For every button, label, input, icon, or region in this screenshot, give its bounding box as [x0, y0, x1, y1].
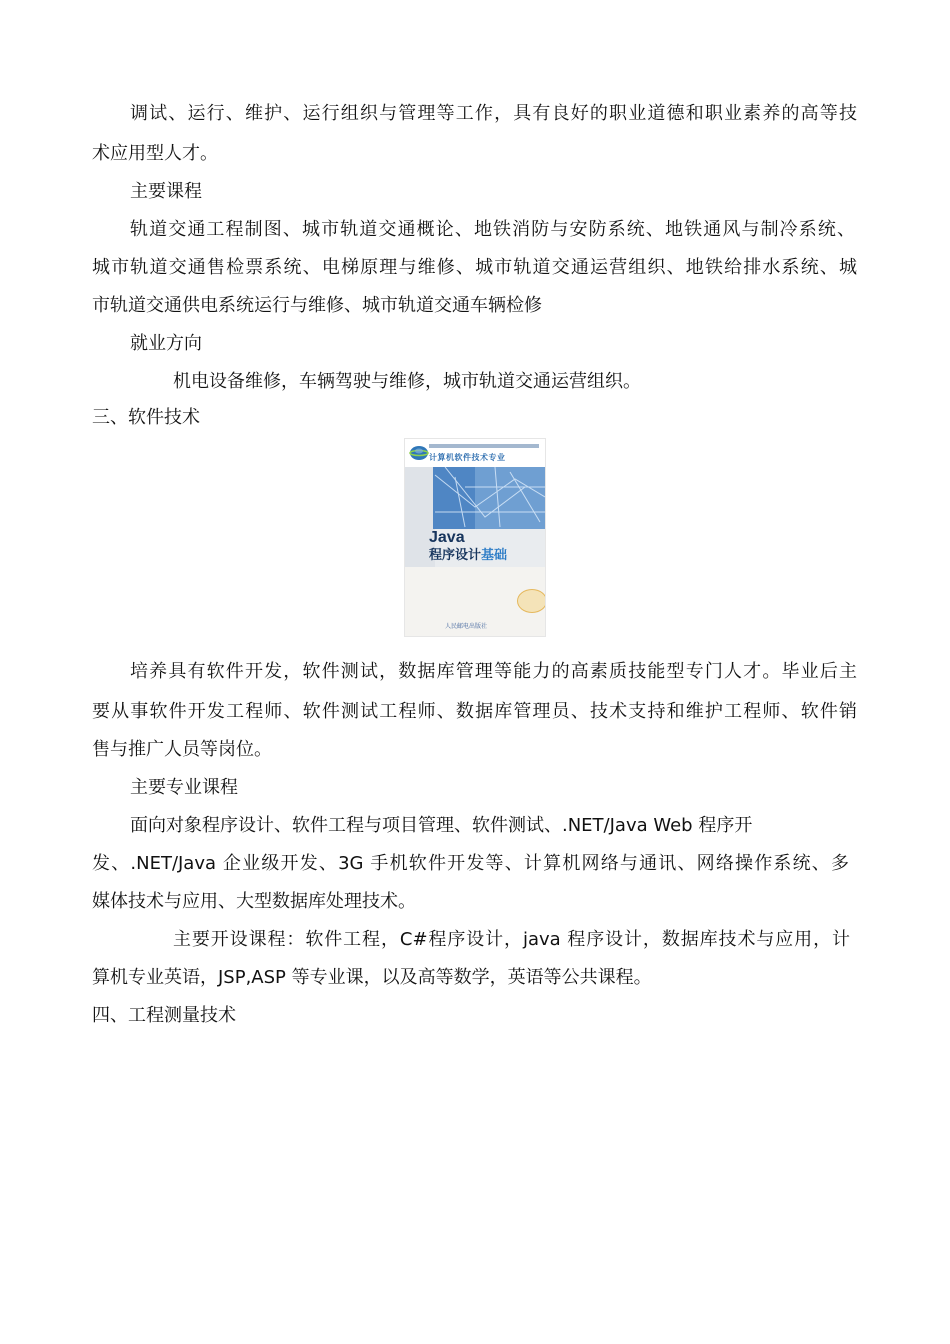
paragraph-line: 城市轨道交通售检票系统、电梯原理与维修、城市轨道交通运营组织、地铁给排水系统、城 [92, 257, 857, 278]
book-cover-image [404, 438, 546, 637]
section-heading: 三、软件技术 [92, 407, 200, 428]
cover-badge [517, 589, 546, 613]
section-subheading: 主要课程 [130, 181, 202, 202]
paragraph-line: 调试、运行、维护、运行组织与管理等工作，具有良好的职业道德和职业素养的高等技 [130, 103, 857, 124]
paragraph-line: 机电设备维修，车辆驾驶与维修，城市轨道交通运营组织。 [173, 371, 641, 392]
paragraph-line: 市轨道交通供电系统运行与维修、城市轨道交通车辆检修 [92, 295, 542, 316]
cover-title-en: Java [429, 529, 465, 546]
paragraph-line: 面向对象程序设计、软件工程与项目管理、软件测试、.NET/Java Web 程序开 [130, 815, 753, 836]
paragraph-line: 媒体技术与应用、大型数据库处理技术。 [92, 891, 416, 912]
paragraph-line: 要从事软件开发工程师、软件测试工程师、数据库管理员、技术支持和维护工程师、软件销 [92, 701, 857, 722]
cover-series-label: 计算机软件技术专业 [429, 453, 506, 462]
paragraph-line: 售与推广人员等岗位。 [92, 739, 272, 760]
section-subheading: 就业方向 [130, 333, 202, 354]
globe-logo-icon [409, 445, 429, 461]
paragraph-line: 发、.NET/Java 企业级开发、3G 手机软件开发等、计算机网络与通讯、网络操作系统、多 [92, 853, 849, 874]
paragraph-line: 轨道交通工程制图、城市轨道交通概论、地铁消防与安防系统、地铁通风与制冷系统、 [130, 219, 855, 240]
paragraph-line: 术应用型人才。 [92, 143, 218, 164]
cover-title-cn-main: 程序设计 [429, 548, 482, 563]
cover-title-cn-accent: 基础 [481, 548, 508, 563]
paragraph-line: 算机专业英语，JSP,ASP 等专业课，以及高等数学，英语等公共课程。 [92, 967, 652, 988]
paragraph-line: 主要开设课程：软件工程，C#程序设计，java 程序设计，数据库技术与应用，计 [173, 929, 850, 950]
paragraph-line: 培养具有软件开发，软件测试，数据库管理等能力的高素质技能型专门人才。毕业后主 [130, 661, 857, 682]
cover-publisher: 人民邮电出版社 [445, 623, 488, 630]
cover-series-line [429, 444, 539, 448]
section-heading: 四、工程测量技术 [92, 1005, 236, 1026]
section-subheading: 主要专业课程 [130, 777, 238, 798]
cover-title-cn [429, 548, 507, 564]
